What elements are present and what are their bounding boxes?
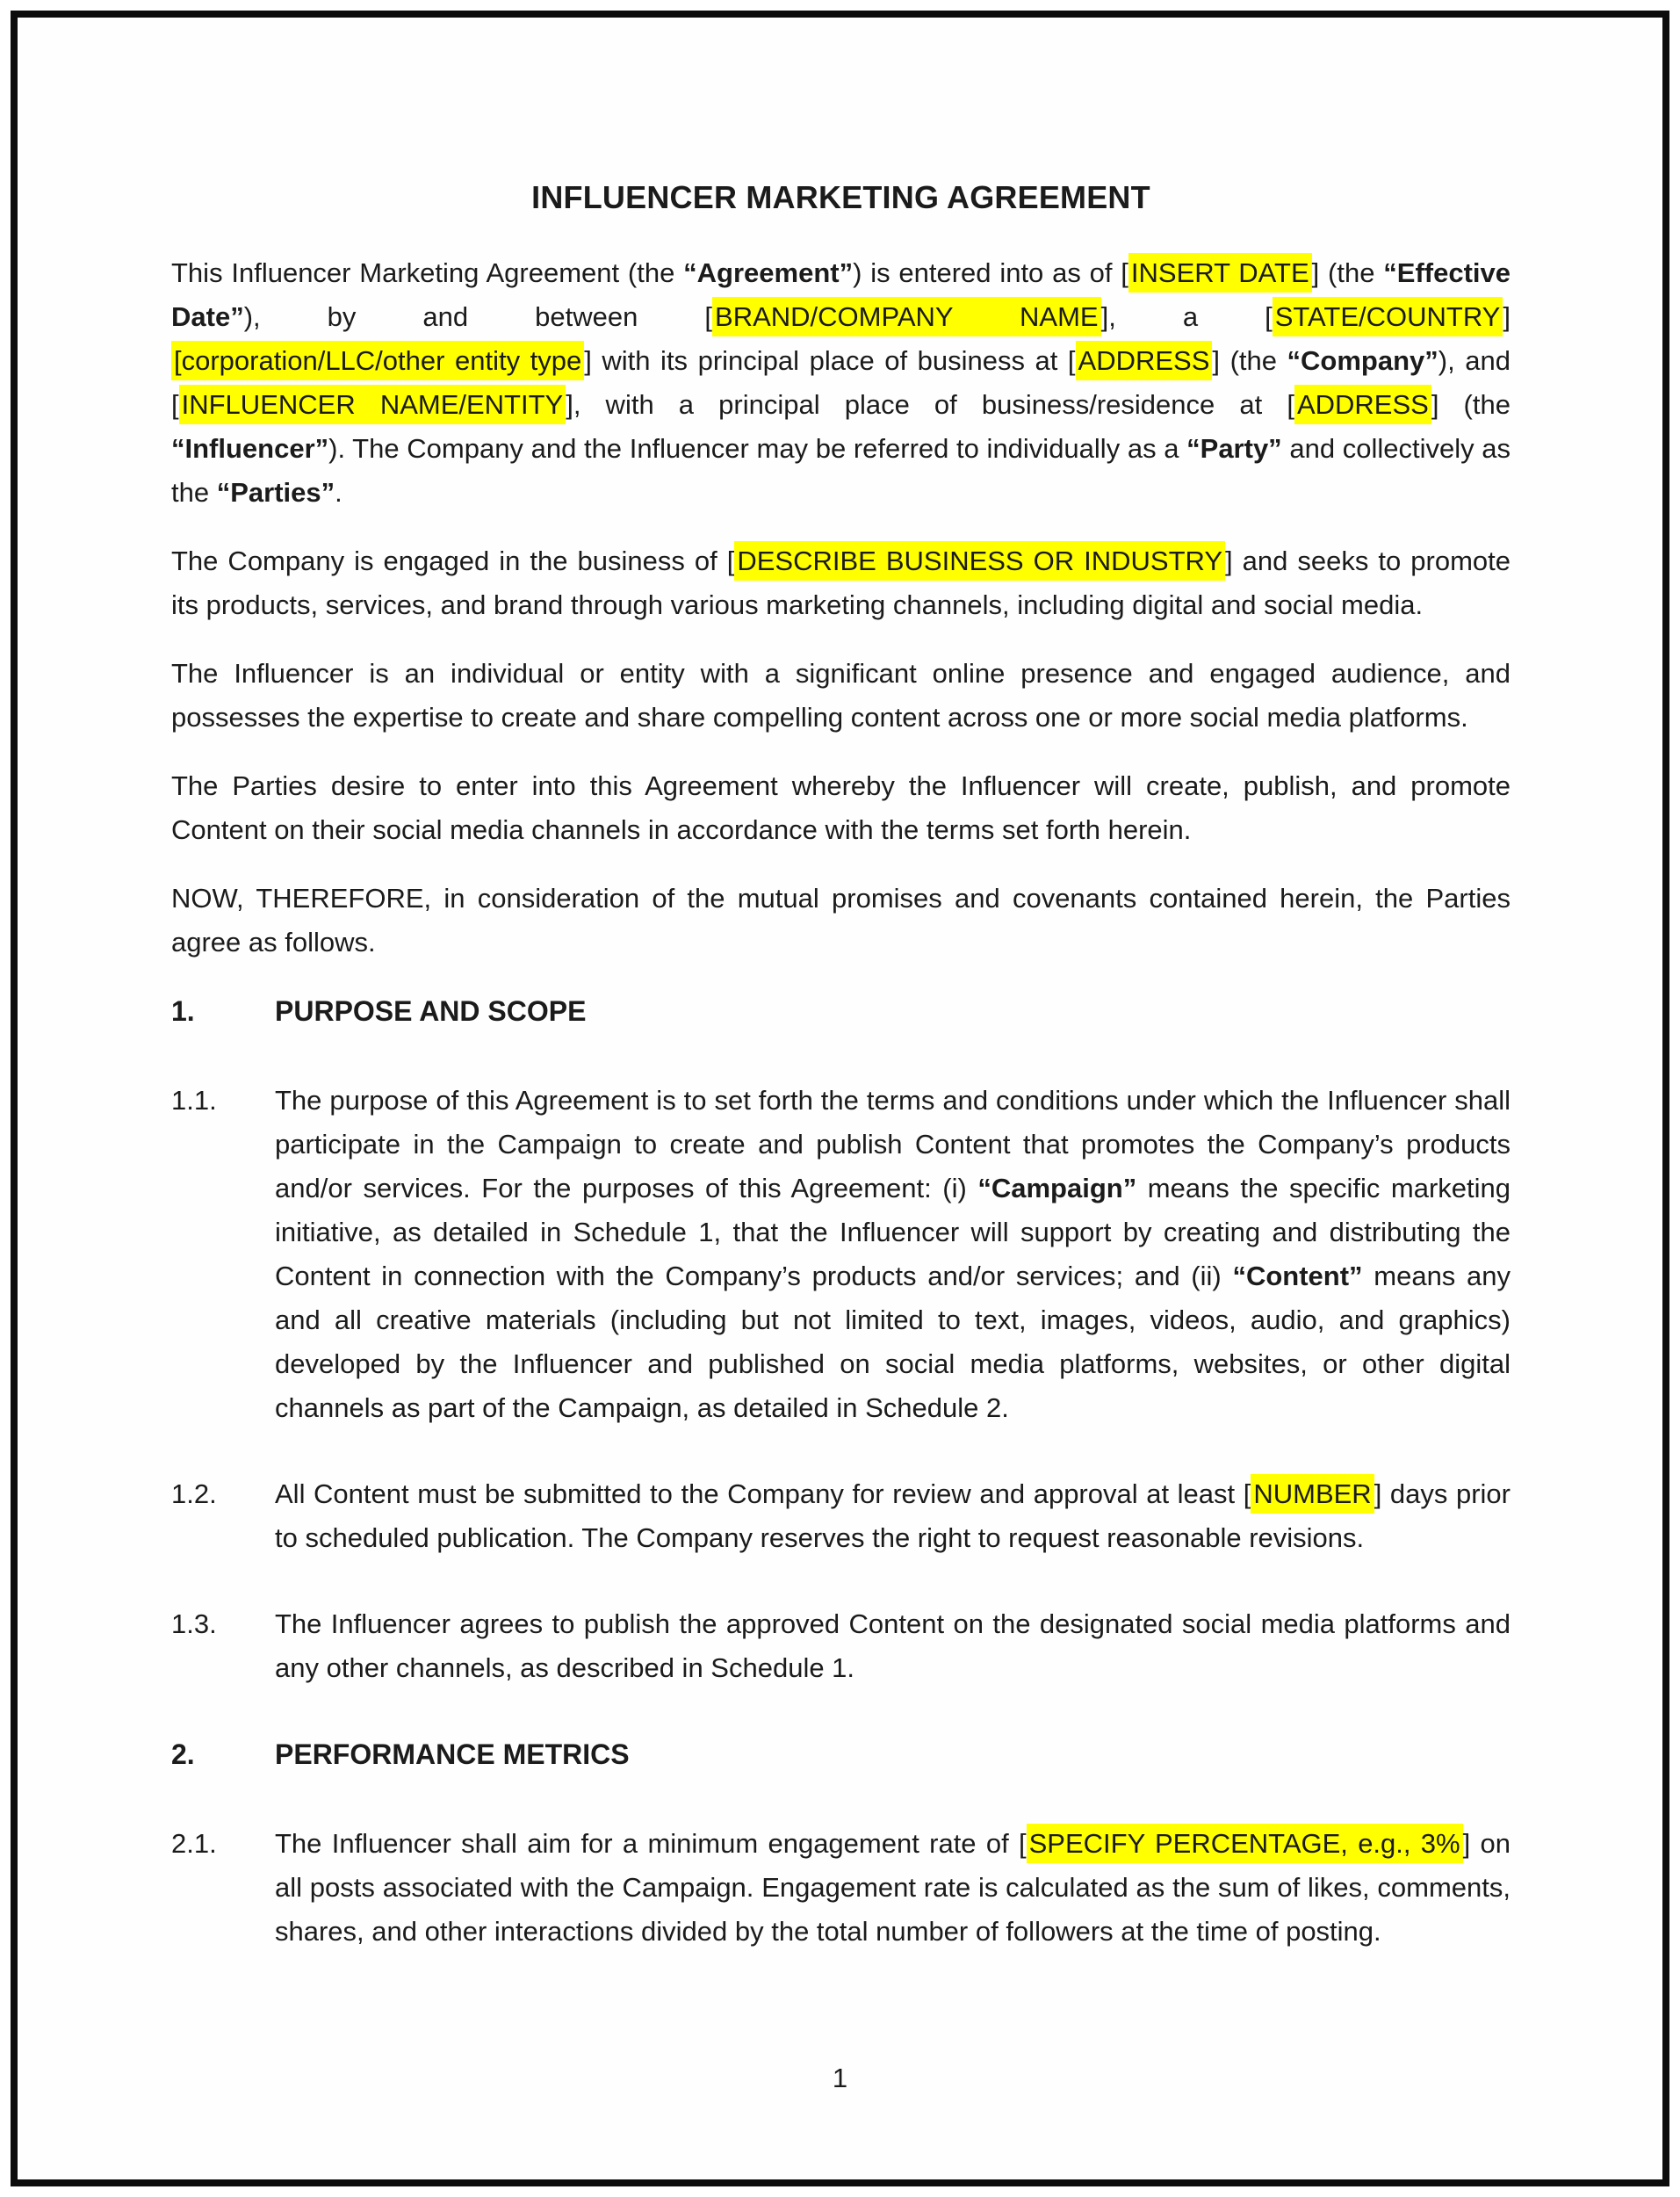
- intro-paragraph-1: This Influencer Marketing Agreement (the “Agreement”) is entered into as of [INSERT DATE] (the “Effective Date”), by and between [BRAND/COMPANY NAME], a [STATE/COUNTRY] [corporation/LLC/other entity type] with its principal place of business at [ADDRESS] (the “Company”), and [INFLUENCER NAME/ENTITY], with a principal place of business/residence at [ADDRESS] (the “Influencer”). The Company and the Influencer may be referred to individually as a “Party” and collectively as the “Parties”.: [171, 251, 1511, 515]
- clause-1-3-text: The Influencer agrees to publish the approved Content on the designated social media platforms and any other channels, as described in Schedule 1.: [275, 1608, 1511, 1683]
- clause-2-1-number: 2.1.: [171, 1828, 217, 1859]
- document-title: INFLUENCER MARKETING AGREEMENT: [531, 179, 1150, 215]
- section-1-heading-text: PURPOSE AND SCOPE: [275, 995, 587, 1027]
- clause-2-1: [171, 1822, 1511, 1954]
- section-1-number: 1.: [171, 995, 195, 1027]
- intro-paragraph-4: The Parties desire to enter into this Agreement whereby the Influencer will create, publish, and promote Content on their social media channels in accordance with the terms set forth herein.: [171, 770, 1511, 845]
- clause-1-2: [171, 1472, 1511, 1560]
- clause-1-1-number: 1.1.: [171, 1085, 217, 1116]
- section-1-heading: [171, 989, 1511, 1033]
- page-number: 1: [832, 2063, 848, 2093]
- clause-1-2-text: All Content must be submitted to the Company for review and approval at least [NUMBER] days prior to scheduled publication. The Company reserves the right to request reasonable revisions.: [275, 1472, 1511, 1560]
- clause-1-3: [171, 1602, 1511, 1690]
- document-page: [11, 11, 1669, 2186]
- intro-paragraph-3: The Influencer is an individual or entity with a significant online presence and engaged audience, and possesses the expertise to create and share compelling content across one or more social media platforms.: [171, 658, 1511, 733]
- clause-1-2-number: 1.2.: [171, 1478, 217, 1509]
- section-2-heading-text: PERFORMANCE METRICS: [275, 1738, 630, 1770]
- intro-paragraph-2: The Company is engaged in the business of [DESCRIBE BUSINESS OR INDUSTRY] and seeks to promote its products, services, and brand through various marketing channels, including digital and social media.: [171, 539, 1511, 627]
- clause-1-1-text: The purpose of this Agreement is to set forth the terms and conditions under which the Influencer shall participate in the Campaign to create and publish Content that promotes the Company’s products and/or services. For the purposes of this Agreement: (i) “Campaign” means the specific marketing initiative, as detailed in Schedule 1, that the Influencer will support by creating and distributing the Content in connection with the Company’s products and/or services; and (ii) “Content” means any and all creative materials (including but not limited to text, images, videos, audio, and graphics) developed by the Influencer and published on social media platforms, websites, or other digital channels as part of the Campaign, as detailed in Schedule 2.: [275, 1085, 1511, 1423]
- intro-paragraph-5: NOW, THEREFORE, in consideration of the mutual promises and covenants contained herein, the Parties agree as follows.: [171, 883, 1511, 958]
- clause-1-3-number: 1.3.: [171, 1608, 217, 1639]
- document-content: [18, 18, 1662, 1954]
- section-2-heading: [171, 1732, 1511, 1776]
- section-2-number: 2.: [171, 1738, 195, 1770]
- clause-1-1: [171, 1079, 1511, 1430]
- clause-2-1-text: The Influencer shall aim for a minimum engagement rate of [SPECIFY PERCENTAGE, e.g., 3%] on all posts associated with the Campaign. Engagement rate is calculated as the sum of likes, comments, shares, and other interactions divided by the total number of followers at the time of posting.: [275, 1822, 1511, 1954]
